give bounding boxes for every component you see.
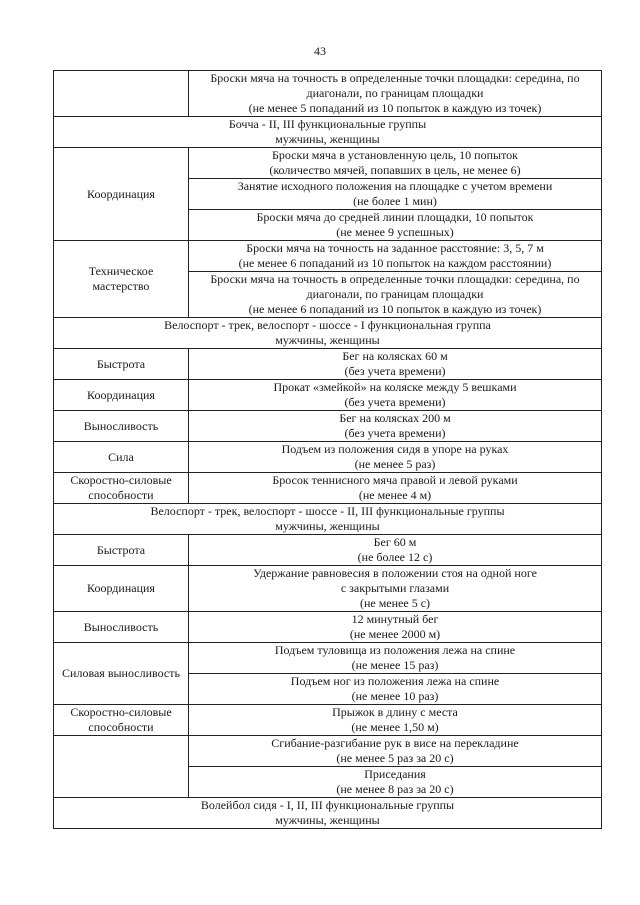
cell-text-line: Прыжок в длину с места bbox=[332, 705, 458, 719]
cell-text-line: (не более 12 с) bbox=[357, 550, 433, 564]
cell-text-line: способности bbox=[88, 720, 154, 734]
cell-text-line: (не менее 9 успешных) bbox=[336, 225, 454, 239]
cell-text-line: Скоростно-силовые bbox=[70, 473, 172, 487]
quality-cell bbox=[54, 349, 189, 380]
cell-text-line: (не менее 5 раз за 20 с) bbox=[336, 751, 454, 765]
section-title bbox=[54, 117, 602, 148]
cell-text-line: Приседания bbox=[364, 767, 426, 781]
cell-text-line: Удержание равновесия в положении стоя на одной ноге bbox=[253, 566, 537, 580]
cell-text-line: мужчины, женщины bbox=[275, 132, 380, 146]
cell-text-line: (не менее 5 с) bbox=[359, 596, 431, 610]
cell-text-line: Координация bbox=[87, 186, 155, 201]
test-cell bbox=[189, 674, 602, 705]
quality-cell bbox=[54, 442, 189, 473]
table-row bbox=[54, 535, 602, 566]
cell-text-line: Бросок теннисного мяча правой и левой руками bbox=[272, 473, 518, 487]
section-header-row bbox=[54, 318, 602, 349]
quality-cell bbox=[54, 566, 189, 612]
cell-text-line: (не менее 2000 м) bbox=[349, 627, 441, 641]
table-row bbox=[54, 612, 602, 643]
cell-text-line: Подъем из положения сидя в упоре на руках bbox=[281, 442, 509, 456]
cell-text-line: Бег на колясках 60 м bbox=[342, 349, 448, 363]
section-title bbox=[54, 318, 602, 349]
test-cell bbox=[189, 71, 602, 117]
cell-text-line: мужчины, женщины bbox=[275, 519, 380, 533]
cell-text-line: Велоспорт - трек, велоспорт - шоссе - I функциональная группа bbox=[164, 318, 491, 332]
cell-text-line: (без учета времени) bbox=[344, 364, 446, 378]
table-row bbox=[54, 473, 602, 504]
table-row bbox=[54, 71, 602, 117]
cell-text-line: Броски мяча на точность на заданное расстояние: 3, 5, 7 м bbox=[246, 241, 544, 255]
table-row bbox=[54, 148, 602, 179]
cell-text-line: Быстрота bbox=[96, 542, 146, 557]
cell-text-line: Прокат «змейкой» на коляске между 5 вешками bbox=[273, 380, 517, 394]
test-cell bbox=[189, 535, 602, 566]
cell-text-line: Техническое bbox=[88, 264, 154, 278]
test-cell bbox=[189, 210, 602, 241]
test-cell bbox=[189, 566, 602, 612]
cell-text-line: Велоспорт - трек, велоспорт - шоссе - II, III функциональные группы bbox=[150, 504, 505, 518]
table-row bbox=[54, 349, 602, 380]
test-cell bbox=[189, 705, 602, 736]
standards-table-body bbox=[54, 71, 602, 829]
test-cell bbox=[189, 179, 602, 210]
cell-text-line: Броски мяча до средней линии площадки, 10 попыток bbox=[256, 210, 534, 224]
cell-text-line: Координация bbox=[87, 387, 155, 402]
cell-text-line: Сила bbox=[108, 449, 134, 464]
cell-text-line: Сгибание-разгибание рук в висе на перекладине bbox=[271, 736, 519, 750]
table-row bbox=[54, 736, 602, 767]
cell-text-line: Подъем туловища из положения лежа на спине bbox=[274, 643, 516, 657]
cell-text-line: (не менее 15 раз) bbox=[351, 658, 439, 672]
table-row bbox=[54, 442, 602, 473]
cell-text-line: Занятие исходного положения на площадке с учетом времени bbox=[237, 179, 553, 193]
section-header-row bbox=[54, 504, 602, 535]
cell-text-line: (не менее 5 попаданий из 10 попыток в каждую из точек) bbox=[248, 101, 542, 115]
cell-text-line: (не менее 6 попаданий из 10 попыток в каждую из точек) bbox=[248, 302, 542, 316]
section-title bbox=[54, 504, 602, 535]
test-cell bbox=[189, 442, 602, 473]
test-cell bbox=[189, 643, 602, 674]
quality-cell bbox=[54, 705, 189, 736]
quality-cell bbox=[54, 411, 189, 442]
cell-text-line: (не менее 5 раз) bbox=[354, 457, 436, 471]
test-cell bbox=[189, 736, 602, 767]
cell-text-line: с закрытыми глазами bbox=[340, 581, 450, 595]
test-cell bbox=[189, 241, 602, 272]
cell-text-line: Быстрота bbox=[96, 356, 146, 371]
cell-text-line: мужчины, женщины bbox=[275, 813, 380, 827]
cell-text-line: мужчины, женщины bbox=[275, 333, 380, 347]
cell-text-line: Подъем ног из положения лежа на спине bbox=[290, 674, 500, 688]
cell-text-line: Силовая выносливость bbox=[62, 666, 180, 680]
cell-text-line: Волейбол сидя - I, II, III функциональные группы bbox=[200, 798, 455, 812]
section-header-row bbox=[54, 117, 602, 148]
cell-text-line: (не менее 6 попаданий из 10 попыток на каждом расстоянии) bbox=[238, 256, 552, 270]
cell-text-line: Броски мяча в установленную цель, 10 попыток bbox=[271, 148, 519, 162]
quality-cell bbox=[54, 535, 189, 566]
cell-text-line: Бег на колясках 200 м bbox=[339, 411, 451, 425]
cell-text-line: (не менее 10 раз) bbox=[351, 689, 439, 703]
cell-text-line: 12 минутный бег bbox=[351, 612, 439, 626]
table-row bbox=[54, 411, 602, 442]
cell-text-line: (не более 1 мин) bbox=[353, 194, 437, 208]
quality-cell bbox=[54, 612, 189, 643]
cell-text-line: Выносливость bbox=[83, 418, 159, 433]
cell-text-line: Бег 60 м bbox=[373, 535, 417, 549]
test-cell bbox=[189, 380, 602, 411]
page-number: 43 bbox=[314, 44, 326, 58]
cell-text-line: способности bbox=[88, 488, 154, 502]
test-cell bbox=[189, 148, 602, 179]
cell-text-line: диагонали, по границам площадки bbox=[306, 86, 484, 100]
section-header-row bbox=[54, 798, 602, 829]
quality-cell bbox=[54, 473, 189, 504]
cell-text-line: Выносливость bbox=[83, 619, 159, 634]
table-row bbox=[54, 643, 602, 674]
table-row bbox=[54, 380, 602, 411]
test-cell bbox=[189, 272, 602, 318]
test-cell bbox=[189, 473, 602, 504]
cell-text-line: Координация bbox=[87, 581, 155, 595]
table-row bbox=[54, 705, 602, 736]
test-cell bbox=[189, 767, 602, 798]
standards-table bbox=[53, 70, 602, 829]
cell-text-line: Скоростно-силовые bbox=[70, 705, 172, 719]
cell-text-line: (количество мячей, попавших в цель, не менее 6) bbox=[269, 163, 521, 177]
section-title bbox=[54, 798, 602, 829]
quality-cell bbox=[54, 71, 189, 117]
quality-cell bbox=[54, 380, 189, 411]
cell-text-line: диагонали, по границам площадки bbox=[306, 287, 484, 301]
test-cell bbox=[189, 411, 602, 442]
test-cell bbox=[189, 349, 602, 380]
cell-text-line: (без учета времени) bbox=[344, 395, 446, 409]
cell-text-line: (без учета времени) bbox=[344, 426, 446, 440]
table-row bbox=[54, 566, 602, 612]
cell-text-line: Броски мяча на точность в определенные точки площадки: середина, по bbox=[210, 71, 580, 85]
cell-text-line: (не менее 4 м) bbox=[358, 488, 432, 502]
quality-cell bbox=[54, 241, 189, 318]
cell-text-line: (не менее 1,50 м) bbox=[351, 720, 439, 734]
cell-text-line: (не менее 8 раз за 20 с) bbox=[336, 782, 454, 796]
cell-text-line: мастерство bbox=[92, 279, 150, 293]
quality-cell bbox=[54, 643, 189, 705]
test-cell bbox=[189, 612, 602, 643]
cell-text-line: Бочча - II, III функциональные группы bbox=[228, 117, 427, 131]
quality-cell bbox=[54, 736, 189, 798]
table-row bbox=[54, 241, 602, 272]
cell-text-line: Броски мяча на точность в определенные точки площадки: середина, по bbox=[210, 272, 580, 286]
quality-cell bbox=[54, 148, 189, 241]
